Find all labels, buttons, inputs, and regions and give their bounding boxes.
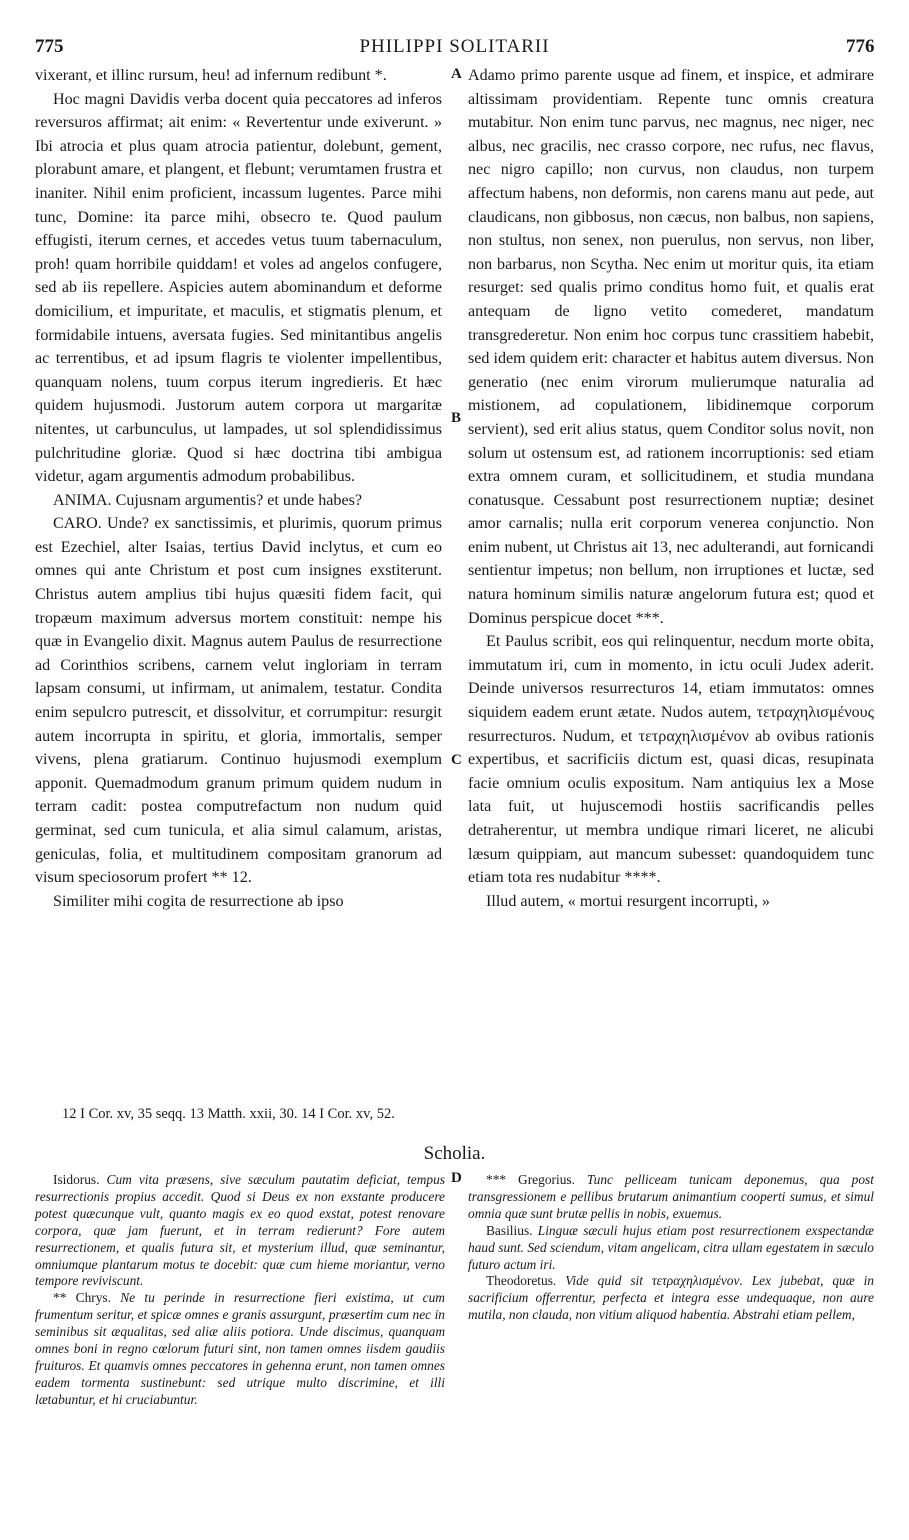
scholion-author: Basilius. [486,1222,533,1238]
left-column [35,64,442,913]
scholion-author: ** Chrys. [53,1290,111,1306]
margin-letter-c: C [451,752,462,768]
page-header [0,36,909,64]
scholion-author: Isidorus. [53,1172,100,1187]
scholion-text: Tunc pelliceam tunicam deponemus, qua post transgressionem e pellibus brutarum animantium cooperti sumus, et simul omnia quæ sunt brutæ pellis in nobis, exuemus. [468,1172,874,1221]
margin-letter-a: A [451,66,462,82]
paragraph: Similiter mihi cogita de resurrectione ab ipso [53,892,344,910]
scholion [35,1290,445,1408]
scholion-text: Linguæ sæculi hujus etiam post resurrectionem exspectandæ haud sunt. Sed sciendum, vitam angelicam, citra ullam egestatem in sæculo futuro actum iri. [468,1222,874,1272]
running-title: PHILIPPI SOLITARII [359,36,550,57]
footnotes: 12 I Cor. xv, 35 seqq. 13 Matth. xxii, 30. 14 I Cor. xv, 52. [62,1106,395,1122]
scholion [468,1223,874,1274]
scholion-text: Cum vita præsens, sive sæculum pautatim deficiat, tempus resurrectionis propius accedit. Quod si Deus ex non exstante producere potest quæcunque vult, quanto magis ex eo quod exstat, potest renovare corpora, quæ jam fuerunt, et in terram redierunt? Fore autem resurrectionem, et qualis futura sit, et mysterium illud, quæ seminantur, omniumque plantarum motus te docebit: quæ cum hieme moriantur, verno tempore reviviscunt. [35,1172,445,1289]
scholion [35,1172,445,1290]
margin-letter-b: B [451,410,462,426]
paragraph: vixerant, et illinc rursum, heu! ad infernum redibunt *. [35,67,387,84]
paragraph: Adamo primo parente usque ad finem, et inspice, et admirare altissimam providentiam. Repente tunc omnis creatura mutabitur. Non enim tunc parvus, nec magnus, nec niger, nec albus, nec gracilis, nec crasso corpore, nec rufus, nec flavus, nec nigro capillo; non curvus, non claudus, non turpem affectum habens, non deformis, non carens manu aut pede, aut claudicans, non gibbosus, non cæcus, non balbus, non sapiens, non stultus, non senex, non puerulus, non servus, non liber, non barbarus, non Scytha. Nec enim ut moritur quis, ita etiam resurget: sed qualis primo conditus homo fuit, et qualis erat antequam de ligno vetito comederet, mandatum transgrederetur. Non enim hoc corpus tunc crassitiem habebit, sed idem quidem erit: character et habitus autem diversus. Non generatio (nec enim virorum mulierumque naturalia ad mistionem, ad copulationem, libidinemque corporum servient), sed erit alius status, quem Conditor solus novit, non solum ut ostensum est, ad rationem incorruptionis: sed etiam extra omnem curam, et sollicitudinem, et studia mundana conatusque. Cessabunt post resurrectionem nuptiæ; desinet amor carnalis; nulla erit corporum venerea conjunctio. Non enim nubent, ut Christus ait 13, nec adulterandi, aut fornicandi sentientur impetus; non bellum, non irruptiones et luctæ, sed natura hominum similis naturæ angelorum futura est; quod et Dominus perspicue docet ***. [468,67,874,627]
paragraph: Hoc magni Davidis verba docent quia peccatores ad inferos reversuros affirmat; ait enim: « Revertentur unde exiverunt. » Ibi atrocia et plus quam atrocia patientur, dolebunt, gement, plorabunt amare, et plangent, et flebunt; verumtamen frustra et inaniter. Nihil enim proficient, incassum lugentes. Parce mihi tunc, Domine: ita parce mihi, obsecro te. Quod paulum effugisti, iterum cernes, et accedes vetus tuum tabernaculum, proh! quam horribile quiddam! et voles ad angelos confugere, sed ab iis repellere. Aspicies autem abominandum et deforme domicilium, et impuritate, et maculis, et stigmatis plenum, et formidabile intuens, aversata fugies. Sed minitantibus angelis ac terrentibus, et ad ipsum flagris te violenter impellentibus, quanquam nolens, tuum corpus iterum ingredieris. Et hæc quidem hujusmodi. Justorum autem corpora ut margaritæ nitentes, ut carbunculus, ut lampades, ut sol splendidissimus pulchritudine gloriæ. Quod si hæc doctrina tibi ambigua videtur, agam argumentis admodum probabilibus. [35,90,442,486]
paragraph: Illud autem, « mortui resurgent incorrupti, » [486,892,770,910]
scholia-left-column [35,1172,445,1409]
speaker-anima: ANIMA. [53,491,112,509]
margin-letter-d: D [451,1170,462,1186]
right-column [468,64,874,913]
paragraph: CARO. Unde? ex sanctissimis, et plurimis, quorum primus est Ezechiel, alter Isaias, tertius David inclytus, et cum eo omnes qui ante Christum et post cum insignes exstiterunt. Christus autem amplius tibi hujus quæsiti fidem facit, qui tropæum maximum adversus mortem constituit: nempe his quæ in Evangelio dixit. Magnus autem Paulus de resurrectione ad Corinthios scribens, carnem velut ingloriam in terram lapsam consumi, ut infirmam, ut animalem, testatur. Condita enim sepulcro putrescit, et dissolvitur, et corrumpitur: resurgit autem incorrupta in spiritu, et gloria, immortalis, semper vivens, plena gratiarum. Continuo hujusmodi exemplum apponit. Quemadmodum granum primum quidem nudum in terram cadit: postea computrefactum non nudum quid germinat, sed cum tunicula, et alia simul calamum, aristas, geniculas, folia, et multitudinem compositam granorum ad visum speciosorum profert ** 12. [35,515,442,887]
scholia-right-column [468,1172,874,1324]
page-number-right: 776 [846,36,875,57]
scholion [468,1273,874,1324]
page-number-left: 775 [35,36,64,57]
scholion-text: Ne tu perinde in resurrectione fieri existima, ut cum frumentum seritur, et spicæ omnes e granis assurgunt, præsertim cum nec in seminibus sit æqualitas, sed aliæ aliis potiora. Unde discimus, quanquam omnes boni in regno cœlorum futuri sint, non tamen omnes iisdem gaudiis fruituros. Et quamvis omnes peccatores in gehenna erunt, non tamen omnes eadem tormenta sustinebunt: sed utrique multo discrimine, et illi lætabuntur, et hi cruciabuntur. [35,1290,445,1407]
anima-text: Cujusnam argumentis? et unde habes? [115,491,363,509]
dialogue-anima [35,489,442,513]
scholion-author: Theodoretus. [486,1273,557,1289]
scholia-heading: Scholia. [423,1143,486,1164]
scholion-text: Vide quid sit τετραχηλισμένον. Lex jubebat, quæ in sacrificium offerrentur, perfecta et integra esse undequaque, non aure mutila, non clauda, non vitium aliquod habentia. Abstrahi etiam pellem, [468,1273,874,1323]
scholion-author: *** Gregorius. [486,1172,575,1187]
scholion [468,1172,874,1223]
paragraph: Et Paulus scribit, eos qui relinquentur, necdum morte obita, immutatum iri, cum in momento, in ictu oculi Judex aderit. Deinde universos resurrecturos 14, etiam immutatos: omnes siquidem eadem erunt ætate. Nudos autem, τετραχηλισμένους resurrecturos. Nudum, et τετραχηλισμένον ab ovibus rationis expertibus, et sacrificiis dictum est, quasi dicas, resupinata facie omnium oculis expositum. Nam antiquius lex a Mose lata fuit, ut hujuscemodi hostiis sacrificandis pelles detraherentur, ut membra undique rimari liceret, ne alicubi læsum quippiam, aut mancum subesset: quandoquidem tunc etiam tota res nudabitur ****. [468,633,874,887]
